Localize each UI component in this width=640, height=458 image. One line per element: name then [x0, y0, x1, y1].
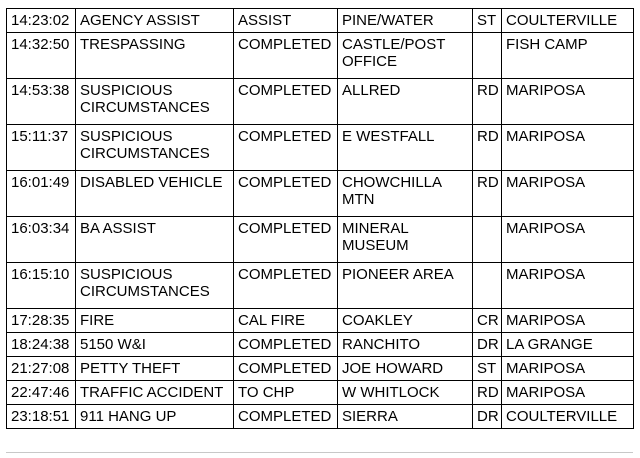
call-location: CASTLE/POST OFFICE: [338, 33, 473, 79]
street-suffix: [473, 33, 502, 79]
call-disposition: COMPLETED: [234, 405, 338, 429]
call-disposition: COMPLETED: [234, 125, 338, 171]
call-disposition: COMPLETED: [234, 33, 338, 79]
call-type: FIRE: [76, 309, 234, 333]
table-row: [7, 263, 634, 309]
table-row: [7, 217, 634, 263]
call-time: 17:28:35: [7, 309, 76, 333]
call-location: MINERAL MUSEUM: [338, 217, 473, 263]
call-city: MARIPOSA: [502, 171, 634, 217]
call-type: 5150 W&I: [76, 333, 234, 357]
call-disposition: COMPLETED: [234, 171, 338, 217]
street-suffix: [473, 217, 502, 263]
street-suffix: RD: [473, 381, 502, 405]
table-row: [7, 171, 634, 217]
call-type: SUSPICIOUS CIRCUMSTANCES: [76, 125, 234, 171]
table-row: [7, 357, 634, 381]
table-row: [7, 405, 634, 429]
table-row: [7, 381, 634, 405]
table-row: [7, 333, 634, 357]
call-location: CHOWCHILLA MTN: [338, 171, 473, 217]
street-suffix: DR: [473, 333, 502, 357]
call-time: 14:32:50: [7, 33, 76, 79]
call-type: DISABLED VEHICLE: [76, 171, 234, 217]
call-time: 15:11:37: [7, 125, 76, 171]
call-type: SUSPICIOUS CIRCUMSTANCES: [76, 263, 234, 309]
street-suffix: ST: [473, 357, 502, 381]
call-type: TRAFFIC ACCIDENT: [76, 381, 234, 405]
street-suffix: RD: [473, 79, 502, 125]
call-city: MARIPOSA: [502, 125, 634, 171]
call-location: SIERRA: [338, 405, 473, 429]
table-row: [7, 125, 634, 171]
call-time: 23:18:51: [7, 405, 76, 429]
call-city: MARIPOSA: [502, 217, 634, 263]
table-row: [7, 79, 634, 125]
call-city: COULTERVILLE: [502, 9, 634, 33]
call-time: 16:01:49: [7, 171, 76, 217]
call-city: MARIPOSA: [502, 309, 634, 333]
call-disposition: COMPLETED: [234, 263, 338, 309]
call-disposition: COMPLETED: [234, 217, 338, 263]
call-time: 21:27:08: [7, 357, 76, 381]
street-suffix: ST: [473, 9, 502, 33]
call-city: MARIPOSA: [502, 79, 634, 125]
page-bottom-divider: [6, 452, 633, 453]
table-row: [7, 33, 634, 79]
call-type: SUSPICIOUS CIRCUMSTANCES: [76, 79, 234, 125]
call-disposition: ASSIST: [234, 9, 338, 33]
call-location: COAKLEY: [338, 309, 473, 333]
call-city: MARIPOSA: [502, 357, 634, 381]
call-type: AGENCY ASSIST: [76, 9, 234, 33]
call-time: 18:24:38: [7, 333, 76, 357]
call-location: PIONEER AREA: [338, 263, 473, 309]
call-disposition: COMPLETED: [234, 79, 338, 125]
call-log-table: [6, 8, 634, 429]
street-suffix: CR: [473, 309, 502, 333]
call-location: RANCHITO: [338, 333, 473, 357]
street-suffix: [473, 263, 502, 309]
call-disposition: COMPLETED: [234, 357, 338, 381]
call-type: PETTY THEFT: [76, 357, 234, 381]
call-city: MARIPOSA: [502, 381, 634, 405]
table-row: [7, 309, 634, 333]
call-city: FISH CAMP: [502, 33, 634, 79]
call-type: BA ASSIST: [76, 217, 234, 263]
call-time: 14:53:38: [7, 79, 76, 125]
call-time: 22:47:46: [7, 381, 76, 405]
call-location: W WHITLOCK: [338, 381, 473, 405]
call-type: TRESPASSING: [76, 33, 234, 79]
call-time: 14:23:02: [7, 9, 76, 33]
table-row: [7, 9, 634, 33]
street-suffix: RD: [473, 125, 502, 171]
call-disposition: CAL FIRE: [234, 309, 338, 333]
call-city: LA GRANGE: [502, 333, 634, 357]
call-location: JOE HOWARD: [338, 357, 473, 381]
call-city: COULTERVILLE: [502, 405, 634, 429]
call-disposition: TO CHP: [234, 381, 338, 405]
call-city: MARIPOSA: [502, 263, 634, 309]
call-location: PINE/WATER: [338, 9, 473, 33]
street-suffix: DR: [473, 405, 502, 429]
call-time: 16:03:34: [7, 217, 76, 263]
call-disposition: COMPLETED: [234, 333, 338, 357]
call-time: 16:15:10: [7, 263, 76, 309]
street-suffix: RD: [473, 171, 502, 217]
call-type: 911 HANG UP: [76, 405, 234, 429]
call-location: E WESTFALL: [338, 125, 473, 171]
call-location: ALLRED: [338, 79, 473, 125]
